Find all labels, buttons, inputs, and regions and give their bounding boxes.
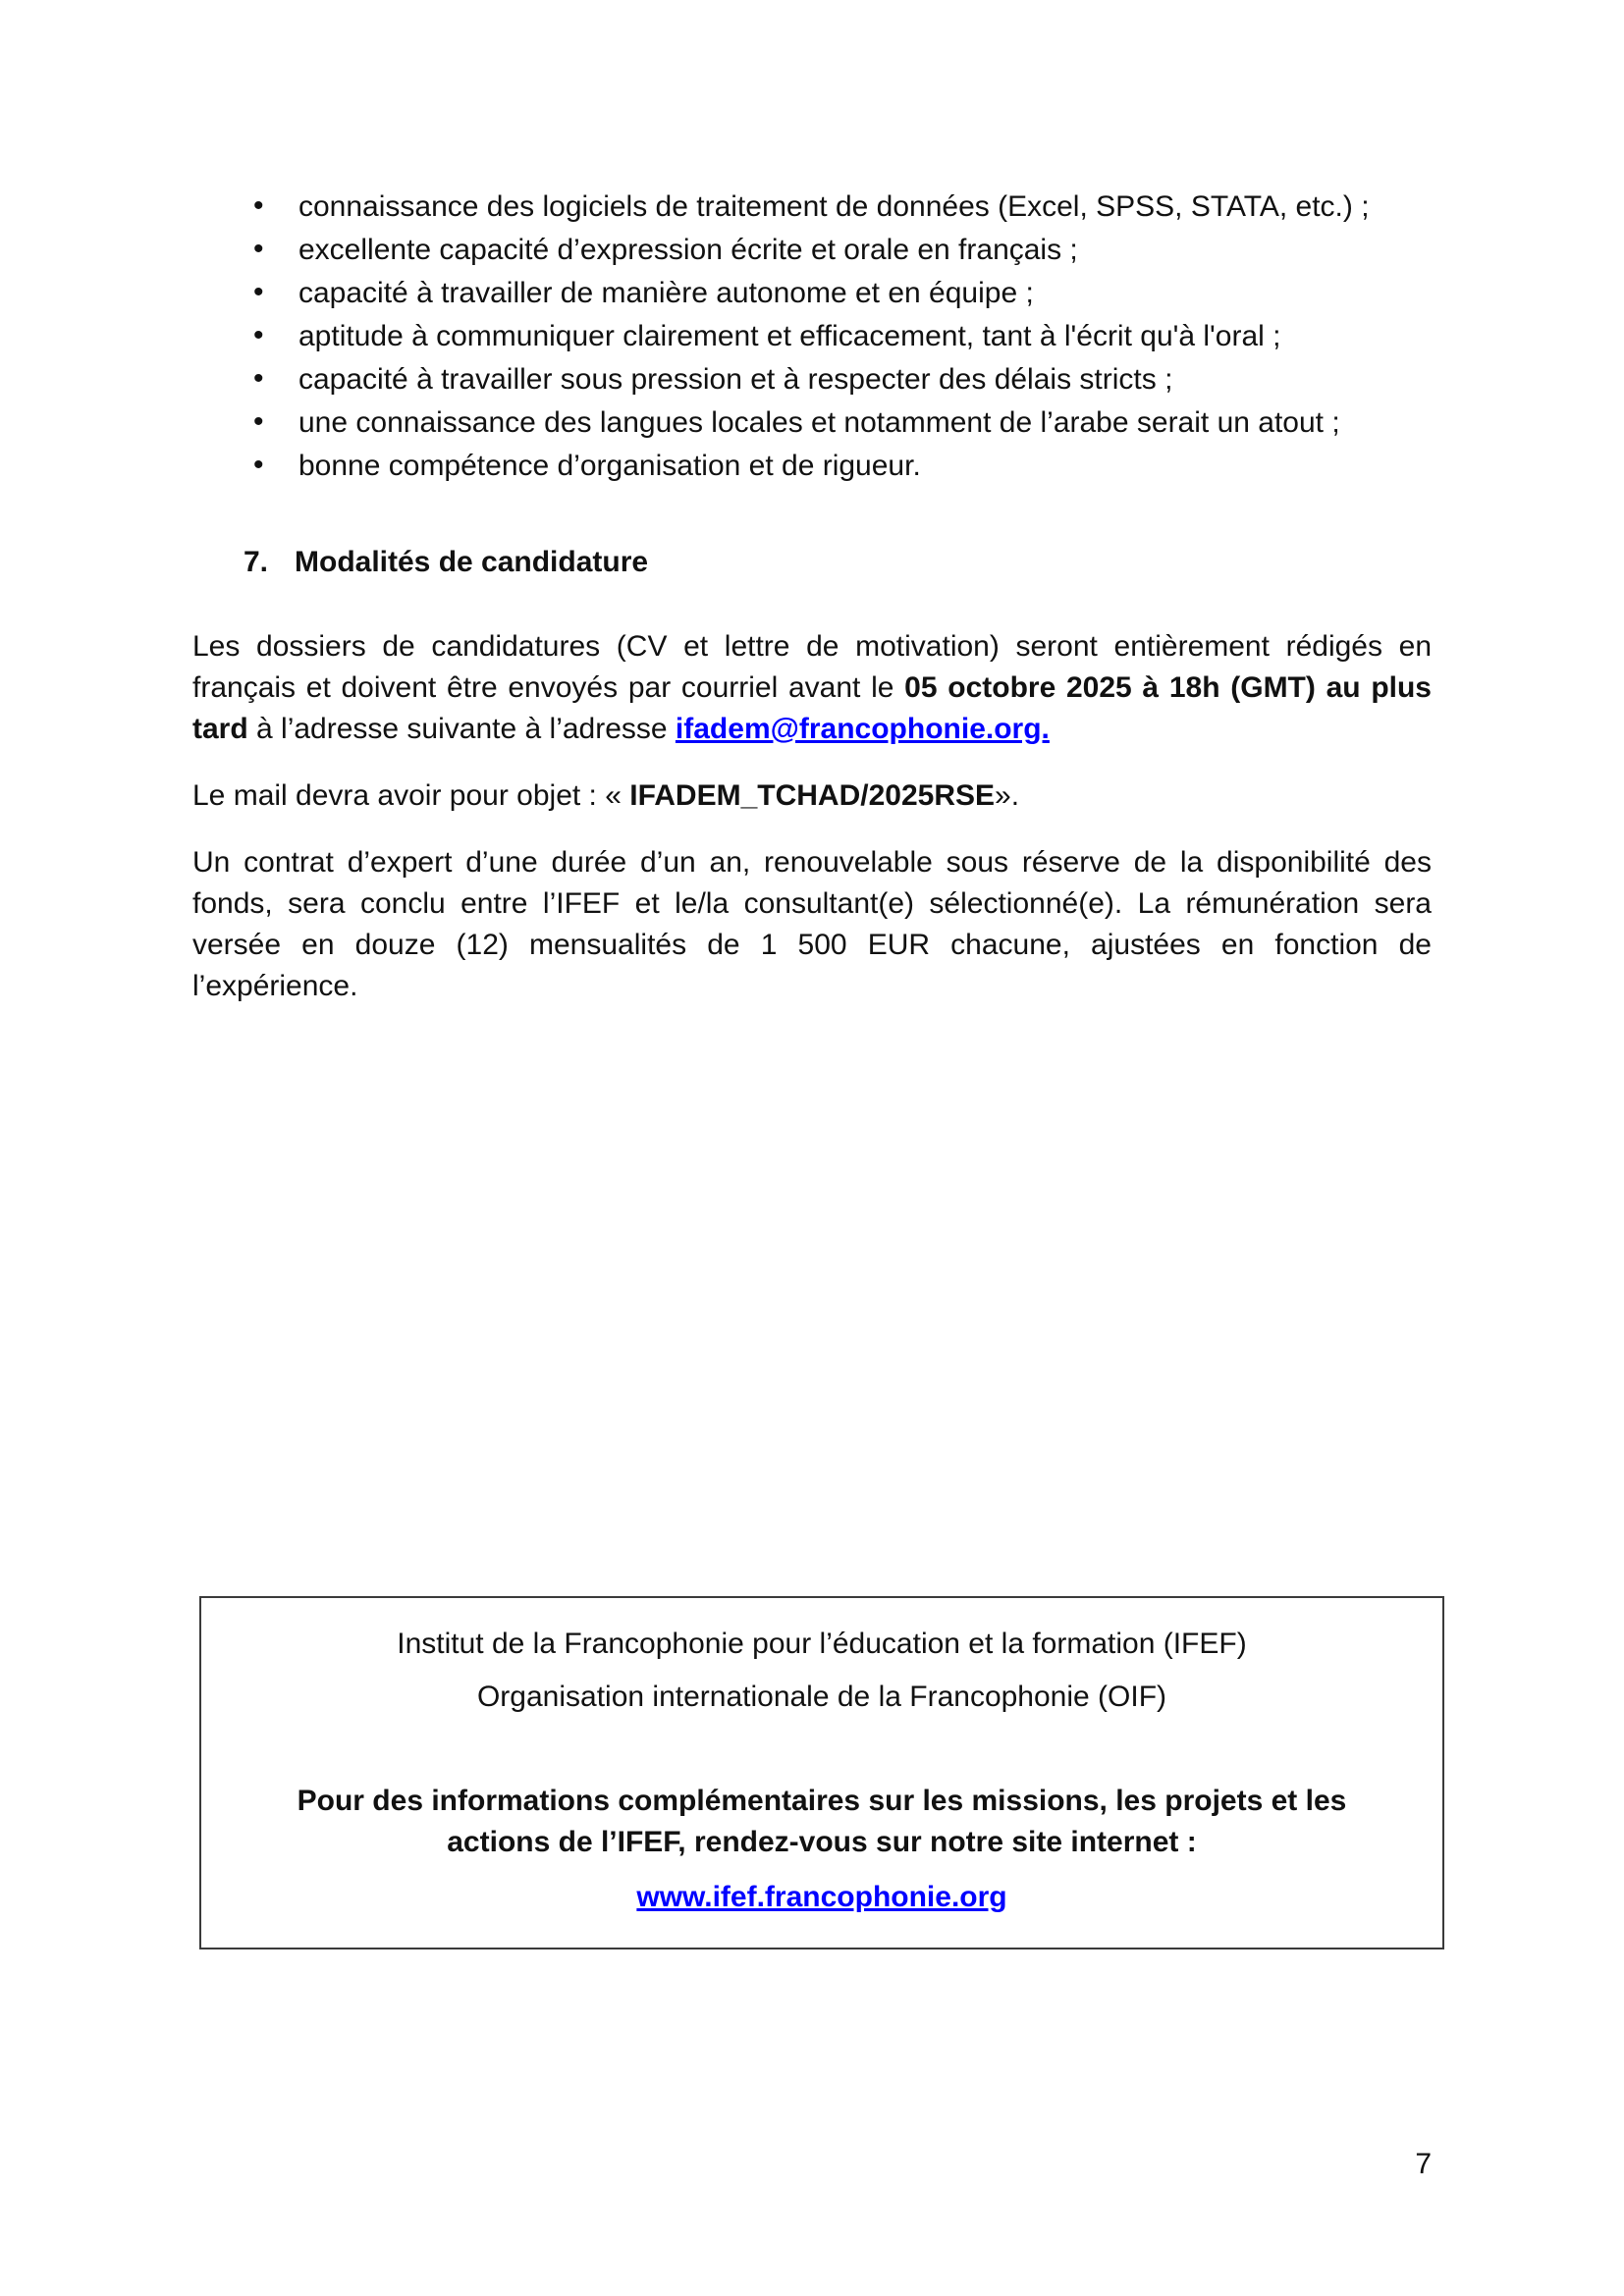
bullet-icon: • <box>253 233 264 265</box>
list-item-text: capacité à travailler sous pression et à respecter des délais stricts ; <box>298 363 1173 396</box>
list-item <box>251 359 1432 400</box>
subject-code: IFADEM_TCHAD/2025RSE <box>629 779 996 812</box>
list-item-text: capacité à travailler de manière autonome et en équipe ; <box>298 277 1034 309</box>
list-item-text: une connaissance des langues locales et notamment de l’arabe serait un atout ; <box>298 406 1340 439</box>
box-line-organization: Organisation internationale de la Francophonie (OIF) <box>476 1681 1167 1713</box>
paragraph-contract <box>192 842 1432 1007</box>
paragraph-text: Les dossiers de candidatures (CV et lettre de motivation) seront entièrement rédigés en français et doivent être envoyés par courriel avant le <box>192 630 1432 704</box>
list-item <box>251 187 1432 228</box>
list-item-text: aptitude à communiquer clairement et efficacement, tant à l'écrit qu'à l'oral ; <box>298 320 1281 352</box>
list-item-text: connaissance des logiciels de traitement de données (Excel, SPSS, STATA, etc.) ; <box>298 190 1370 223</box>
website-line <box>244 1877 1399 1918</box>
list-item <box>251 230 1432 271</box>
requirements-list <box>192 187 1432 487</box>
page-number: 7 <box>1415 2148 1432 2180</box>
list-item-text: bonne compétence d’organisation et de rigueur. <box>298 450 921 482</box>
section-title: Modalités de candidature <box>295 546 649 578</box>
list-item <box>251 273 1432 314</box>
bullet-icon: • <box>253 362 264 395</box>
bullet-icon: • <box>253 319 264 351</box>
website-link[interactable]: www.ifef.francophonie.org <box>636 1881 1007 1913</box>
list-item-text: excellente capacité d’expression écrite et orale en français ; <box>298 234 1078 266</box>
bullet-icon: • <box>253 276 264 308</box>
paragraph-application <box>192 626 1432 750</box>
section-heading <box>244 542 1432 583</box>
email-link[interactable]: ifadem@francophonie.org. <box>675 713 1050 745</box>
bullet-icon: • <box>253 405 264 438</box>
section-number: 7. <box>244 546 269 578</box>
box-spacer <box>244 1730 1399 1781</box>
paragraph-text: Un contrat d’expert d’une durée d’un an, renouvelable sous réserve de la disponibilité des fonds, sera conclu entre l’IFEF et le/la consultant(e) sélectionné(e). La rémunération sera versée en douze (12) mensualités de 1 500 EUR chacune, ajustées en fonction de l’expérience. <box>192 846 1432 1002</box>
list-item <box>251 402 1432 444</box>
paragraph-text: à l’adresse suivante à l’adresse <box>247 713 676 745</box>
list-item <box>251 316 1432 357</box>
box-line-institute: Institut de la Francophonie pour l’éducation et la formation (IFEF) <box>397 1628 1247 1660</box>
paragraph-text: Le mail devra avoir pour objet : « <box>192 779 630 812</box>
bullet-icon: • <box>253 449 264 481</box>
deadline-text: 05 octobre 2025 à 18h (GMT) au plus tard <box>192 671 1432 745</box>
list-item <box>251 446 1432 487</box>
paragraph-text: ». <box>995 779 1020 812</box>
info-box <box>199 1596 1444 1949</box>
paragraph-subject <box>192 775 1432 817</box>
box-line-info: Pour des informations complémentaires sur les missions, les projets et les actions de l’IFEF, rendez-vous sur notre site internet : <box>297 1785 1347 1858</box>
bullet-icon: • <box>253 189 264 222</box>
